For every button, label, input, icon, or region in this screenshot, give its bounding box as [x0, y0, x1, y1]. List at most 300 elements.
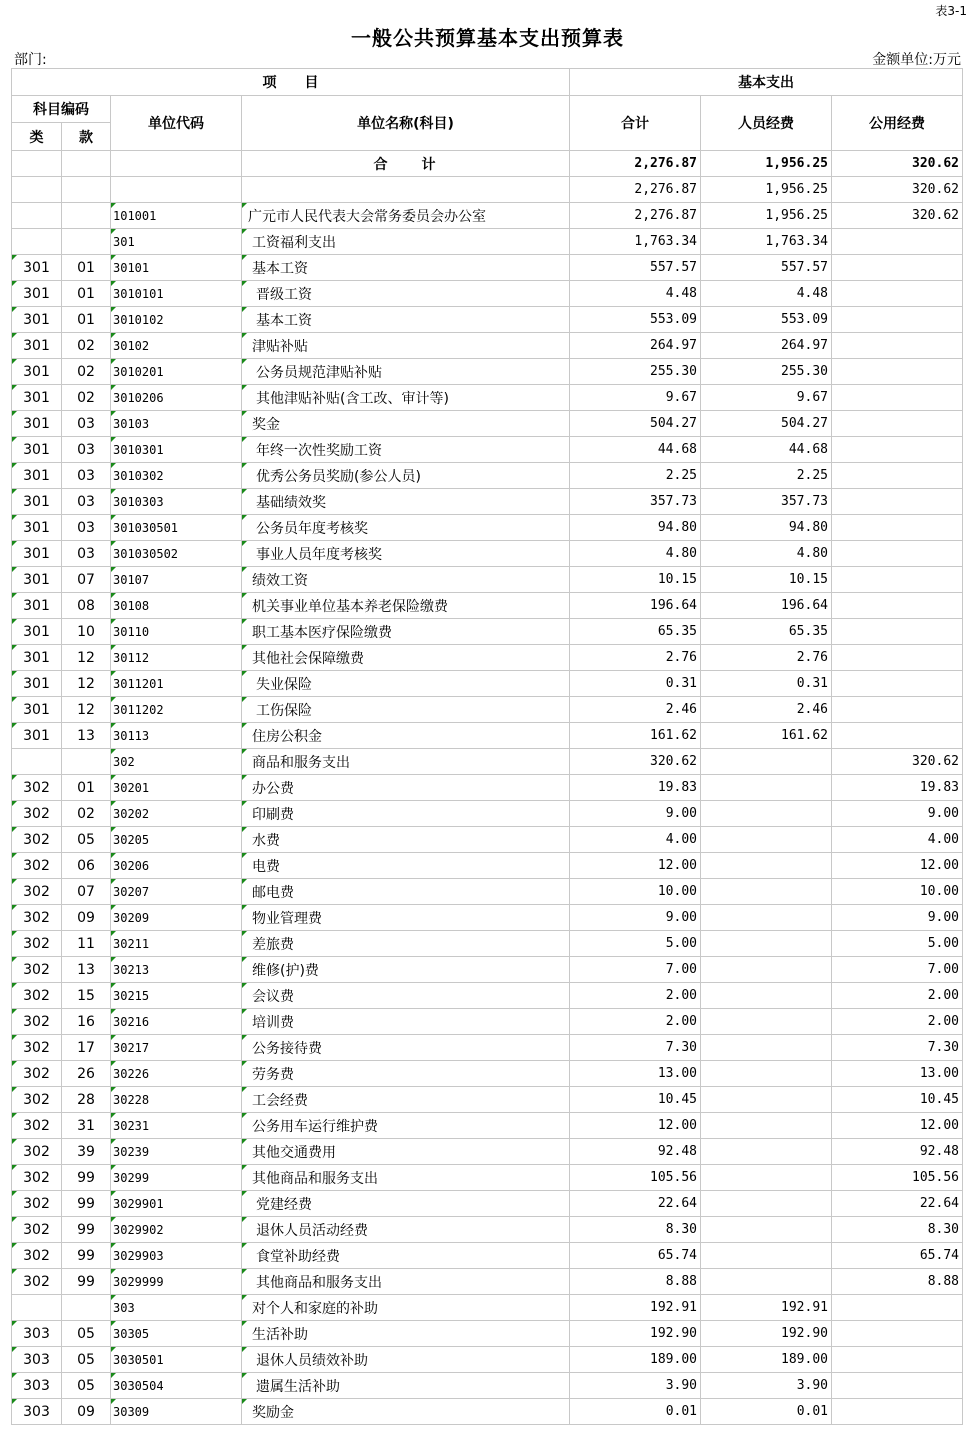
unit-code-cell: 30211: [111, 931, 242, 957]
public-cell: [832, 671, 963, 697]
header-subject-code: 科目编码: [12, 96, 111, 123]
table-row: [12, 1321, 963, 1347]
public-cell: [832, 567, 963, 593]
unit-code-cell: 30226: [111, 1061, 242, 1087]
kuan-cell: 07: [62, 879, 111, 905]
personnel-cell: 10.15: [701, 567, 832, 593]
unit-name-cell: 机关事业单位基本养老保险缴费: [242, 593, 570, 619]
header-lei: 类: [12, 123, 62, 151]
public-cell: 320.62: [832, 177, 963, 203]
kuan-cell: [62, 177, 111, 203]
total-cell: 2.00: [570, 983, 701, 1009]
public-cell: 19.83: [832, 775, 963, 801]
table-row: [12, 1165, 963, 1191]
unit-name-cell: 晋级工资: [242, 281, 570, 307]
header-unit-code: 单位代码: [111, 96, 242, 151]
table-row: [12, 411, 963, 437]
personnel-cell: [701, 1035, 832, 1061]
unit-name-cell: 基础绩效奖: [242, 489, 570, 515]
kuan-cell: [62, 749, 111, 775]
lei-cell: 301: [12, 541, 62, 567]
public-cell: 320.62: [832, 203, 963, 229]
total-cell: 2.00: [570, 1009, 701, 1035]
lei-cell: 301: [12, 255, 62, 281]
public-cell: 8.88: [832, 1269, 963, 1295]
unit-code-cell: 30217: [111, 1035, 242, 1061]
table-row: [12, 1061, 963, 1087]
unit-code-cell: 3010101: [111, 281, 242, 307]
unit-code-cell: 30108: [111, 593, 242, 619]
header-kuan: 款: [62, 123, 111, 151]
unit-code-cell: 30101: [111, 255, 242, 281]
total-cell: 4.48: [570, 281, 701, 307]
total-cell: 92.48: [570, 1139, 701, 1165]
public-cell: 8.30: [832, 1217, 963, 1243]
unit-name-cell: 优秀公务员奖励(参公人员): [242, 463, 570, 489]
lei-cell: 302: [12, 775, 62, 801]
kuan-cell: 10: [62, 619, 111, 645]
kuan-cell: 05: [62, 1347, 111, 1373]
table-row: [12, 827, 963, 853]
personnel-cell: 264.97: [701, 333, 832, 359]
unit-code-cell: 30110: [111, 619, 242, 645]
table-row: [12, 879, 963, 905]
unit-name-cell: 基本工资: [242, 255, 570, 281]
kuan-cell: 39: [62, 1139, 111, 1165]
public-cell: [832, 619, 963, 645]
kuan-cell: 03: [62, 541, 111, 567]
unit-code-cell: 30102: [111, 333, 242, 359]
personnel-cell: 0.31: [701, 671, 832, 697]
kuan-cell: 99: [62, 1243, 111, 1269]
unit-code-cell: 301030501: [111, 515, 242, 541]
public-cell: 22.64: [832, 1191, 963, 1217]
unit-code-cell: 30113: [111, 723, 242, 749]
total-cell: 2.46: [570, 697, 701, 723]
lei-cell: 302: [12, 1165, 62, 1191]
total-row: [12, 151, 963, 177]
personnel-cell: [701, 801, 832, 827]
unit-code-cell: 30112: [111, 645, 242, 671]
public-cell: 12.00: [832, 853, 963, 879]
public-cell: 65.74: [832, 1243, 963, 1269]
public-cell: [832, 1321, 963, 1347]
kuan-cell: 11: [62, 931, 111, 957]
lei-cell: 302: [12, 957, 62, 983]
table-row: [12, 1191, 963, 1217]
total-cell: 504.27: [570, 411, 701, 437]
total-amount: 2,276.87: [570, 151, 701, 177]
public-cell: [832, 489, 963, 515]
unit-name-cell: 差旅费: [242, 931, 570, 957]
unit-code-cell: 3029903: [111, 1243, 242, 1269]
unit-name-cell: 公务员年度考核奖: [242, 515, 570, 541]
lei-cell: 303: [12, 1321, 62, 1347]
unit-code-cell: 3029999: [111, 1269, 242, 1295]
total-cell: 13.00: [570, 1061, 701, 1087]
table-row: [12, 1399, 963, 1425]
total-cell: 19.83: [570, 775, 701, 801]
lei-cell: 301: [12, 645, 62, 671]
public-cell: 10.00: [832, 879, 963, 905]
unit-code-cell: 30103: [111, 411, 242, 437]
unit-name-cell: 印刷费: [242, 801, 570, 827]
table-row: [12, 749, 963, 775]
personnel-cell: 1,956.25: [701, 203, 832, 229]
unit-name-cell: 年终一次性奖励工资: [242, 437, 570, 463]
table-row: [12, 515, 963, 541]
total-cell: 1,763.34: [570, 229, 701, 255]
lei-cell: 301: [12, 385, 62, 411]
unit-code-cell: 3010102: [111, 307, 242, 333]
unit-code-cell: 30207: [111, 879, 242, 905]
lei-cell: 301: [12, 619, 62, 645]
kuan-cell: 13: [62, 957, 111, 983]
public-cell: [832, 593, 963, 619]
personnel-cell: 2.46: [701, 697, 832, 723]
lei-cell: 302: [12, 1139, 62, 1165]
unit-name-cell: 绩效工资: [242, 567, 570, 593]
personnel-cell: [701, 749, 832, 775]
table-row: [12, 645, 963, 671]
unit-name-cell: 对个人和家庭的补助: [242, 1295, 570, 1321]
public-cell: [832, 463, 963, 489]
total-cell: 0.31: [570, 671, 701, 697]
unit-name-cell: 电费: [242, 853, 570, 879]
personnel-cell: 161.62: [701, 723, 832, 749]
table-row: [12, 333, 963, 359]
kuan-cell: 09: [62, 905, 111, 931]
lei-cell: 301: [12, 437, 62, 463]
kuan-cell: [62, 1295, 111, 1321]
lei-cell: 301: [12, 411, 62, 437]
unit-name-cell: 其他商品和服务支出: [242, 1165, 570, 1191]
unit-name-cell: 奖励金: [242, 1399, 570, 1425]
personnel-cell: [701, 1139, 832, 1165]
kuan-cell: [62, 229, 111, 255]
kuan-cell: 17: [62, 1035, 111, 1061]
personnel-cell: [701, 879, 832, 905]
unit-name-cell: 住房公积金: [242, 723, 570, 749]
lei-cell: 301: [12, 333, 62, 359]
department-label: 部门:: [14, 52, 47, 68]
unit-code-cell: 3010206: [111, 385, 242, 411]
lei-cell: 301: [12, 671, 62, 697]
lei-cell: 302: [12, 1269, 62, 1295]
public-cell: [832, 1399, 963, 1425]
lei-cell: 302: [12, 1087, 62, 1113]
lei-cell: 302: [12, 905, 62, 931]
kuan-cell: 05: [62, 1373, 111, 1399]
personnel-cell: [701, 827, 832, 853]
kuan-cell: 99: [62, 1269, 111, 1295]
table-row: [12, 307, 963, 333]
personnel-cell: 1,956.25: [701, 177, 832, 203]
lei-cell: 302: [12, 879, 62, 905]
personnel-cell: [701, 983, 832, 1009]
personnel-cell: [701, 1113, 832, 1139]
personnel-cell: 255.30: [701, 359, 832, 385]
header-personnel: 人员经费: [701, 96, 832, 151]
lei-cell: 302: [12, 1009, 62, 1035]
unit-name-cell: 公务用车运行维护费: [242, 1113, 570, 1139]
table-row: [12, 463, 963, 489]
public-cell: [832, 385, 963, 411]
personnel-cell: 553.09: [701, 307, 832, 333]
table-row: [12, 1113, 963, 1139]
personnel-cell: 192.90: [701, 1321, 832, 1347]
unit-name-cell: 津贴补贴: [242, 333, 570, 359]
table-body: [12, 151, 963, 1425]
personnel-cell: [701, 1087, 832, 1113]
kuan-cell: 02: [62, 385, 111, 411]
kuan-cell: [62, 203, 111, 229]
unit-name-cell: 水费: [242, 827, 570, 853]
table-row: [12, 281, 963, 307]
total-cell: 65.74: [570, 1243, 701, 1269]
kuan-cell: 99: [62, 1191, 111, 1217]
lei-cell: 301: [12, 567, 62, 593]
unit-name-cell: 退休人员绩效补助: [242, 1347, 570, 1373]
unit-code-cell: 30202: [111, 801, 242, 827]
unit-name-cell: 劳务费: [242, 1061, 570, 1087]
total-personnel: 1,956.25: [701, 151, 832, 177]
kuan-cell: 01: [62, 255, 111, 281]
unit-name-cell: 维修(护)费: [242, 957, 570, 983]
table-row: [12, 905, 963, 931]
lei-cell: [12, 1295, 62, 1321]
unit-code-cell: 30201: [111, 775, 242, 801]
public-cell: 10.45: [832, 1087, 963, 1113]
kuan-cell: 31: [62, 1113, 111, 1139]
personnel-cell: 65.35: [701, 619, 832, 645]
budget-table: [11, 68, 963, 1425]
public-cell: [832, 723, 963, 749]
public-cell: [832, 541, 963, 567]
personnel-cell: 4.48: [701, 281, 832, 307]
personnel-cell: [701, 1061, 832, 1087]
header-total: 合计: [570, 96, 701, 151]
table-row: [12, 593, 963, 619]
public-cell: [832, 307, 963, 333]
unit-name-cell: 奖金: [242, 411, 570, 437]
unit-code-cell: 301030502: [111, 541, 242, 567]
kuan-cell: 08: [62, 593, 111, 619]
personnel-cell: 94.80: [701, 515, 832, 541]
total-cell: 9.67: [570, 385, 701, 411]
lei-cell: 303: [12, 1347, 62, 1373]
table-row: [12, 1139, 963, 1165]
unit-name-cell: 生活补助: [242, 1321, 570, 1347]
kuan-cell: 01: [62, 775, 111, 801]
total-cell: 192.90: [570, 1321, 701, 1347]
table-row: [12, 1243, 963, 1269]
personnel-cell: 196.64: [701, 593, 832, 619]
unit-code-cell: 30206: [111, 853, 242, 879]
personnel-cell: [701, 931, 832, 957]
unit-name-cell: 商品和服务支出: [242, 749, 570, 775]
lei-cell: 302: [12, 1217, 62, 1243]
total-cell: 12.00: [570, 1113, 701, 1139]
public-cell: [832, 229, 963, 255]
lei-cell: 302: [12, 801, 62, 827]
lei-cell: 302: [12, 827, 62, 853]
total-cell: 357.73: [570, 489, 701, 515]
lei-cell: 302: [12, 1243, 62, 1269]
total-cell: 4.80: [570, 541, 701, 567]
total-cell: 7.00: [570, 957, 701, 983]
total-cell: 10.45: [570, 1087, 701, 1113]
header-unit-name: 单位名称(科目): [242, 96, 570, 151]
lei-cell: 301: [12, 723, 62, 749]
kuan-cell: 12: [62, 671, 111, 697]
kuan-cell: 06: [62, 853, 111, 879]
kuan-cell: 99: [62, 1165, 111, 1191]
total-cell: 196.64: [570, 593, 701, 619]
unit-code-cell: 30228: [111, 1087, 242, 1113]
personnel-cell: 557.57: [701, 255, 832, 281]
table-row: [12, 1087, 963, 1113]
unit-code-cell: 30305: [111, 1321, 242, 1347]
table-row: [12, 385, 963, 411]
total-label: 合 计: [242, 151, 570, 177]
unit-name-cell: 广元市人民代表大会常务委员会办公室: [242, 203, 570, 229]
unit-name-cell: 邮电费: [242, 879, 570, 905]
table-row: [12, 541, 963, 567]
public-cell: [832, 333, 963, 359]
personnel-cell: [701, 957, 832, 983]
total-public: 320.62: [832, 151, 963, 177]
personnel-cell: 2.76: [701, 645, 832, 671]
unit-code-cell: 30107: [111, 567, 242, 593]
total-cell: 9.00: [570, 801, 701, 827]
unit-name-cell: 遗属生活补助: [242, 1373, 570, 1399]
table-row: [12, 723, 963, 749]
table-row: [12, 177, 963, 203]
public-cell: [832, 281, 963, 307]
unit-name-cell: 培训费: [242, 1009, 570, 1035]
total-cell: 320.62: [570, 749, 701, 775]
lei-cell: 301: [12, 489, 62, 515]
table-row: [12, 567, 963, 593]
unit-name-cell: [242, 177, 570, 203]
personnel-cell: 0.01: [701, 1399, 832, 1425]
unit-code-cell: 30213: [111, 957, 242, 983]
header-basic-expenditure: 基本支出: [570, 69, 963, 96]
public-cell: 320.62: [832, 749, 963, 775]
table-row: [12, 983, 963, 1009]
personnel-cell: [701, 853, 832, 879]
unit-code-cell: 30231: [111, 1113, 242, 1139]
total-cell: 94.80: [570, 515, 701, 541]
table-header: [12, 69, 963, 151]
personnel-cell: 504.27: [701, 411, 832, 437]
total-cell: 10.15: [570, 567, 701, 593]
lei-cell: 303: [12, 1373, 62, 1399]
unit-code-cell: 30209: [111, 905, 242, 931]
kuan-cell: 02: [62, 333, 111, 359]
kuan-cell: 03: [62, 515, 111, 541]
kuan-cell: 02: [62, 359, 111, 385]
lei-cell: 302: [12, 853, 62, 879]
lei-cell: 302: [12, 931, 62, 957]
unit-name-cell: 工资福利支出: [242, 229, 570, 255]
table-row: [12, 931, 963, 957]
lei-cell: 302: [12, 1191, 62, 1217]
public-cell: 105.56: [832, 1165, 963, 1191]
lei-cell: 301: [12, 307, 62, 333]
kuan-cell: 26: [62, 1061, 111, 1087]
lei-cell: [12, 203, 62, 229]
kuan-cell: 12: [62, 697, 111, 723]
unit-name-cell: 工伤保险: [242, 697, 570, 723]
total-kuan-cell: [62, 151, 111, 177]
header-public: 公用经费: [832, 96, 963, 151]
table-row: [12, 1269, 963, 1295]
kuan-cell: 28: [62, 1087, 111, 1113]
unit-code-cell: 3030501: [111, 1347, 242, 1373]
unit-code-cell: 3011202: [111, 697, 242, 723]
lei-cell: [12, 177, 62, 203]
unit-code-cell: 3030504: [111, 1373, 242, 1399]
personnel-cell: [701, 775, 832, 801]
lei-cell: 301: [12, 515, 62, 541]
total-cell: 189.00: [570, 1347, 701, 1373]
personnel-cell: [701, 1191, 832, 1217]
unit-name-cell: 失业保险: [242, 671, 570, 697]
table-row: [12, 1009, 963, 1035]
total-cell: 2.76: [570, 645, 701, 671]
unit-name-cell: 职工基本医疗保险缴费: [242, 619, 570, 645]
total-cell: 161.62: [570, 723, 701, 749]
unit-name-cell: 其他商品和服务支出: [242, 1269, 570, 1295]
amount-unit-label: 金额单位:万元: [872, 52, 961, 68]
lei-cell: 301: [12, 593, 62, 619]
unit-code-cell: 3010301: [111, 437, 242, 463]
personnel-cell: 3.90: [701, 1373, 832, 1399]
kuan-cell: 07: [62, 567, 111, 593]
table-row: [12, 775, 963, 801]
unit-code-cell: 30216: [111, 1009, 242, 1035]
kuan-cell: 05: [62, 1321, 111, 1347]
public-cell: [832, 437, 963, 463]
unit-name-cell: 物业管理费: [242, 905, 570, 931]
unit-name-cell: 食堂补助经费: [242, 1243, 570, 1269]
unit-name-cell: 公务接待费: [242, 1035, 570, 1061]
lei-cell: 302: [12, 1113, 62, 1139]
public-cell: 2.00: [832, 1009, 963, 1035]
unit-name-cell: 其他交通费用: [242, 1139, 570, 1165]
unit-code-cell: 30205: [111, 827, 242, 853]
total-lei-cell: [12, 151, 62, 177]
public-cell: 12.00: [832, 1113, 963, 1139]
total-cell: 5.00: [570, 931, 701, 957]
kuan-cell: 01: [62, 307, 111, 333]
table-row: [12, 1295, 963, 1321]
unit-name-cell: 党建经费: [242, 1191, 570, 1217]
unit-name-cell: 其他津贴补贴(含工改、审计等): [242, 385, 570, 411]
personnel-cell: 189.00: [701, 1347, 832, 1373]
table-row: [12, 1035, 963, 1061]
personnel-cell: 9.67: [701, 385, 832, 411]
unit-name-cell: 基本工资: [242, 307, 570, 333]
personnel-cell: 4.80: [701, 541, 832, 567]
total-cell: 22.64: [570, 1191, 701, 1217]
table-row: [12, 697, 963, 723]
table-row: [12, 437, 963, 463]
unit-code-cell: 30309: [111, 1399, 242, 1425]
unit-name-cell: 事业人员年度考核奖: [242, 541, 570, 567]
